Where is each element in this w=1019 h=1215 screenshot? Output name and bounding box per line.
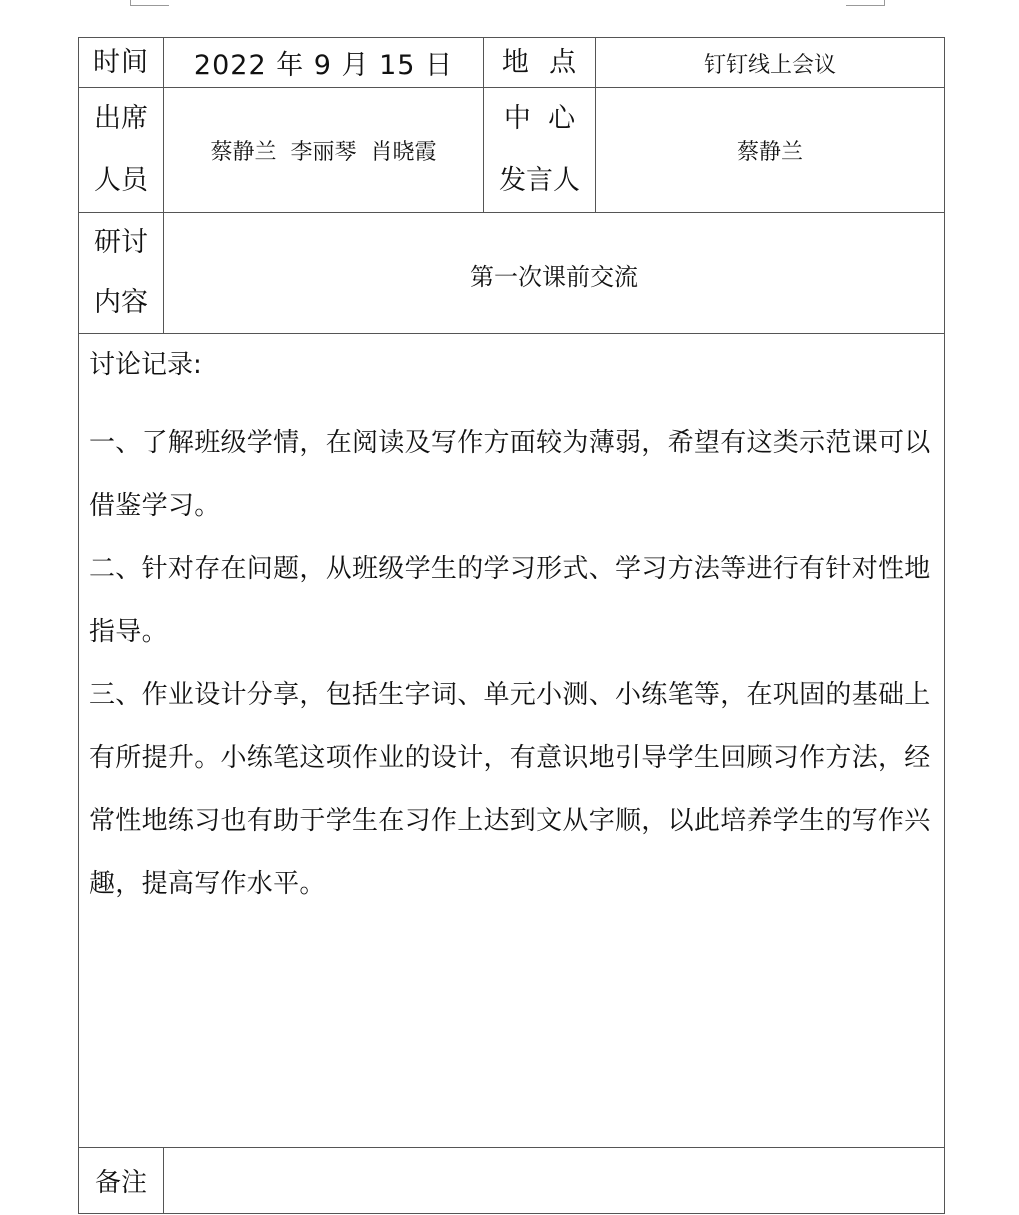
speaker-label-cell [484,88,596,213]
topic-label-cell [79,213,164,334]
speaker-name: 蔡静兰 [596,88,945,213]
time-label: 时间 [79,38,164,88]
meeting-date: 2022 年 9 月 15 日 [164,38,484,88]
row-topic [79,213,945,334]
remarks-label: 备注 [79,1148,164,1214]
speaker-label-line-1: 中 心 [503,103,576,134]
row-remarks [79,1148,945,1214]
row-attendees-speaker [79,88,945,213]
discussion-item-3: 三、作业设计分享，包括生字词、单元小测、小练笔等，在巩固的基础上有所提升。小练笔这项作业的设计，有意识地引导学生回顾习作方法，经常性地练习也有助于学生在习作上达到文从字顺，以此培养学生的写作兴趣，提高写作水平。 [89,680,931,899]
row-time-place [79,38,945,88]
page-corner-mark-left [130,0,169,6]
topic-content: 第一次课前交流 [164,213,945,334]
attendees-names: 蔡静兰 李丽琴 肖晓霞 [164,88,484,213]
topic-label-line-1: 研讨 [94,227,148,258]
attendees-label-line-1: 出席 [94,103,148,134]
discussion-item-1: 一、了解班级学情，在阅读及写作方面较为薄弱，希望有这类示范课可以借鉴学习。 [89,428,931,521]
meeting-place: 钉钉线上会议 [596,38,945,88]
page-corner-mark-right [846,0,885,6]
meeting-record-table [78,37,945,1214]
discussion-item-2: 二、针对存在问题，从班级学生的学习形式、学习方法等进行有针对性地指导。 [89,554,931,647]
attendees-label-cell [79,88,164,213]
topic-label-line-2: 内容 [94,287,148,318]
speaker-label-line-2: 发言人 [499,165,580,196]
attendees-label-line-2: 人员 [94,165,148,196]
discussion-heading: 讨论记录: [89,350,202,380]
place-label: 地 点 [484,38,596,88]
remarks-value [164,1148,945,1214]
row-discussion [79,334,945,1148]
discussion-cell [79,334,945,1148]
